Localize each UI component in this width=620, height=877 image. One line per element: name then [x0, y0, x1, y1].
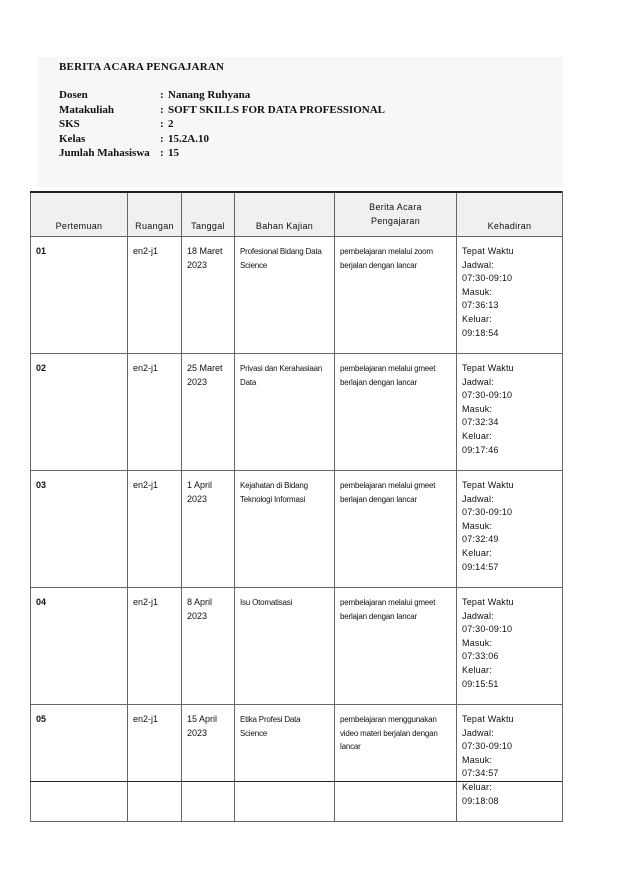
kehadiran-keluar-label: Keluar: [462, 430, 492, 441]
cell-kehadiran [457, 354, 563, 471]
meta-value: 15 [168, 147, 179, 160]
kehadiran-jadwal-label: Jadwal: [462, 610, 494, 621]
kehadiran-jadwal: 07:30-09:10 [462, 390, 513, 401]
meta-separator: : [160, 89, 164, 101]
cell-ruangan: en2-j1 [128, 354, 182, 471]
kehadiran-masuk-label: Masuk: [462, 637, 493, 648]
kehadiran-masuk: 07:33:06 [462, 651, 499, 662]
meta-separator: : [160, 132, 164, 145]
meta-row-matakuliah [59, 104, 385, 119]
kehadiran-keluar: 09:17:46 [462, 444, 499, 455]
cell-berita-acara: pembelajaran melalui gmeet berlajan dengan lancar [335, 471, 457, 588]
table-row [31, 471, 563, 588]
header-bahan-kajian: Bahan Kajian [235, 192, 335, 237]
meta-value: Nanang Ruhyana [168, 89, 251, 101]
meta-label: SKS [59, 118, 80, 131]
cell-berita-acara: pembelajaran menggunakan video materi berjalan dengan lancar [335, 705, 457, 822]
header-pertemuan: Pertemuan [31, 192, 128, 237]
kehadiran-masuk-label: Masuk: [462, 754, 493, 765]
header-kehadiran: Kehadiran [457, 192, 563, 237]
document-title: BERITA ACARA PENGAJARAN [59, 61, 225, 73]
meta-separator: : [160, 147, 164, 160]
kehadiran-jadwal: 07:30-09:10 [462, 507, 513, 518]
cell-tanggal: 15 April 2023 [182, 705, 235, 822]
cell-tanggal: 1 April 2023 [182, 471, 235, 588]
cell-kehadiran [457, 237, 563, 354]
kehadiran-jadwal-label: Jadwal: [462, 259, 494, 270]
meta-value: SOFT SKILLS FOR DATA PROFESSIONAL [168, 103, 385, 116]
cell-kehadiran [457, 471, 563, 588]
kehadiran-masuk: 07:32:34 [462, 417, 499, 428]
course-info [59, 89, 385, 162]
kehadiran-status: Tepat Waktu [462, 363, 514, 373]
table-row [31, 588, 563, 705]
kehadiran-keluar-label: Keluar: [462, 664, 492, 675]
table-header-row [31, 192, 563, 237]
kehadiran-keluar: 09:18:08 [462, 795, 499, 806]
kehadiran-jadwal-label: Jadwal: [462, 376, 494, 387]
kehadiran-keluar-label: Keluar: [462, 781, 492, 792]
cell-berita-acara: pembelajaran melalui gmeet berlajan dengan lancar [335, 354, 457, 471]
kehadiran-status: Tepat Waktu [462, 246, 514, 256]
cell-ruangan: en2-j1 [128, 237, 182, 354]
meta-label: Jumlah Mahasiswa [59, 147, 150, 160]
cell-kehadiran [457, 588, 563, 705]
meta-row-kelas [59, 133, 385, 148]
meta-label: Matakuliah [59, 103, 115, 116]
table-bottom-rule [30, 781, 562, 782]
cell-berita-acara: pembelajaran melalui zoom berjalan dengan lancar [335, 237, 457, 354]
header-berita-line2: Pengajaran [370, 216, 421, 226]
kehadiran-masuk: 07:34:57 [462, 768, 499, 779]
cell-tanggal: 18 Maret 2023 [182, 237, 235, 354]
cell-ruangan: en2-j1 [128, 705, 182, 822]
meta-separator: : [160, 118, 164, 131]
cell-tanggal: 25 Maret 2023 [182, 354, 235, 471]
kehadiran-masuk: 07:32:49 [462, 534, 499, 545]
table-top-rule [30, 191, 562, 193]
cell-pertemuan: 01 [31, 237, 128, 354]
kehadiran-keluar-label: Keluar: [462, 547, 492, 558]
cell-pertemuan: 04 [31, 588, 128, 705]
header-berita-line1: Berita Acara [369, 202, 422, 212]
kehadiran-masuk-label: Masuk: [462, 520, 493, 531]
kehadiran-keluar-label: Keluar: [462, 313, 492, 324]
header-tanggal: Tanggal [182, 192, 235, 237]
kehadiran-keluar: 09:18:54 [462, 327, 499, 338]
kehadiran-status: Tepat Waktu [462, 714, 514, 724]
meta-row-dosen [59, 89, 385, 104]
kehadiran-jadwal: 07:30-09:10 [462, 624, 513, 635]
kehadiran-jadwal: 07:30-09:10 [462, 273, 513, 284]
kehadiran-status: Tepat Waktu [462, 597, 514, 607]
kehadiran-masuk-label: Masuk: [462, 286, 493, 297]
header-ruangan: Ruangan [128, 192, 182, 237]
kehadiran-masuk-label: Masuk: [462, 403, 493, 414]
cell-bahan-kajian: Privasi dan Kerahasiaan Data [235, 354, 335, 471]
meta-separator: : [160, 103, 164, 116]
cell-ruangan: en2-j1 [128, 471, 182, 588]
cell-kehadiran [457, 705, 563, 822]
kehadiran-status: Tepat Waktu [462, 480, 514, 490]
cell-ruangan: en2-j1 [128, 588, 182, 705]
meta-label: Dosen [59, 89, 88, 101]
attendance-table [30, 191, 563, 822]
table-row [31, 237, 563, 354]
cell-pertemuan: 03 [31, 471, 128, 588]
kehadiran-keluar: 09:15:51 [462, 678, 499, 689]
cell-berita-acara: pembelajaran melalui gmeet berlajan dengan lancar [335, 588, 457, 705]
cell-bahan-kajian: Profesional Bidang Data Science [235, 237, 335, 354]
meta-label: Kelas [59, 132, 86, 145]
kehadiran-jadwal-label: Jadwal: [462, 493, 494, 504]
cell-pertemuan: 05 [31, 705, 128, 822]
meta-row-sks [59, 118, 385, 133]
meta-value: 15.2A.10 [168, 132, 209, 145]
meta-value: 2 [168, 118, 174, 131]
cell-bahan-kajian: Isu Otomatisasi [235, 588, 335, 705]
kehadiran-jadwal: 07:30-09:10 [462, 741, 513, 752]
table-row [31, 705, 563, 822]
kehadiran-masuk: 07:36:13 [462, 300, 499, 311]
meta-row-jumlah-mahasiswa [59, 147, 385, 162]
header-berita-acara [335, 192, 457, 237]
kehadiran-jadwal-label: Jadwal: [462, 727, 494, 738]
table-row [31, 354, 563, 471]
kehadiran-keluar: 09:14:57 [462, 561, 499, 572]
cell-tanggal: 8 April 2023 [182, 588, 235, 705]
cell-bahan-kajian: Etika Profesi Data Science [235, 705, 335, 822]
cell-pertemuan: 02 [31, 354, 128, 471]
cell-bahan-kajian: Kejahatan di Bidang Teknologi Informasi [235, 471, 335, 588]
